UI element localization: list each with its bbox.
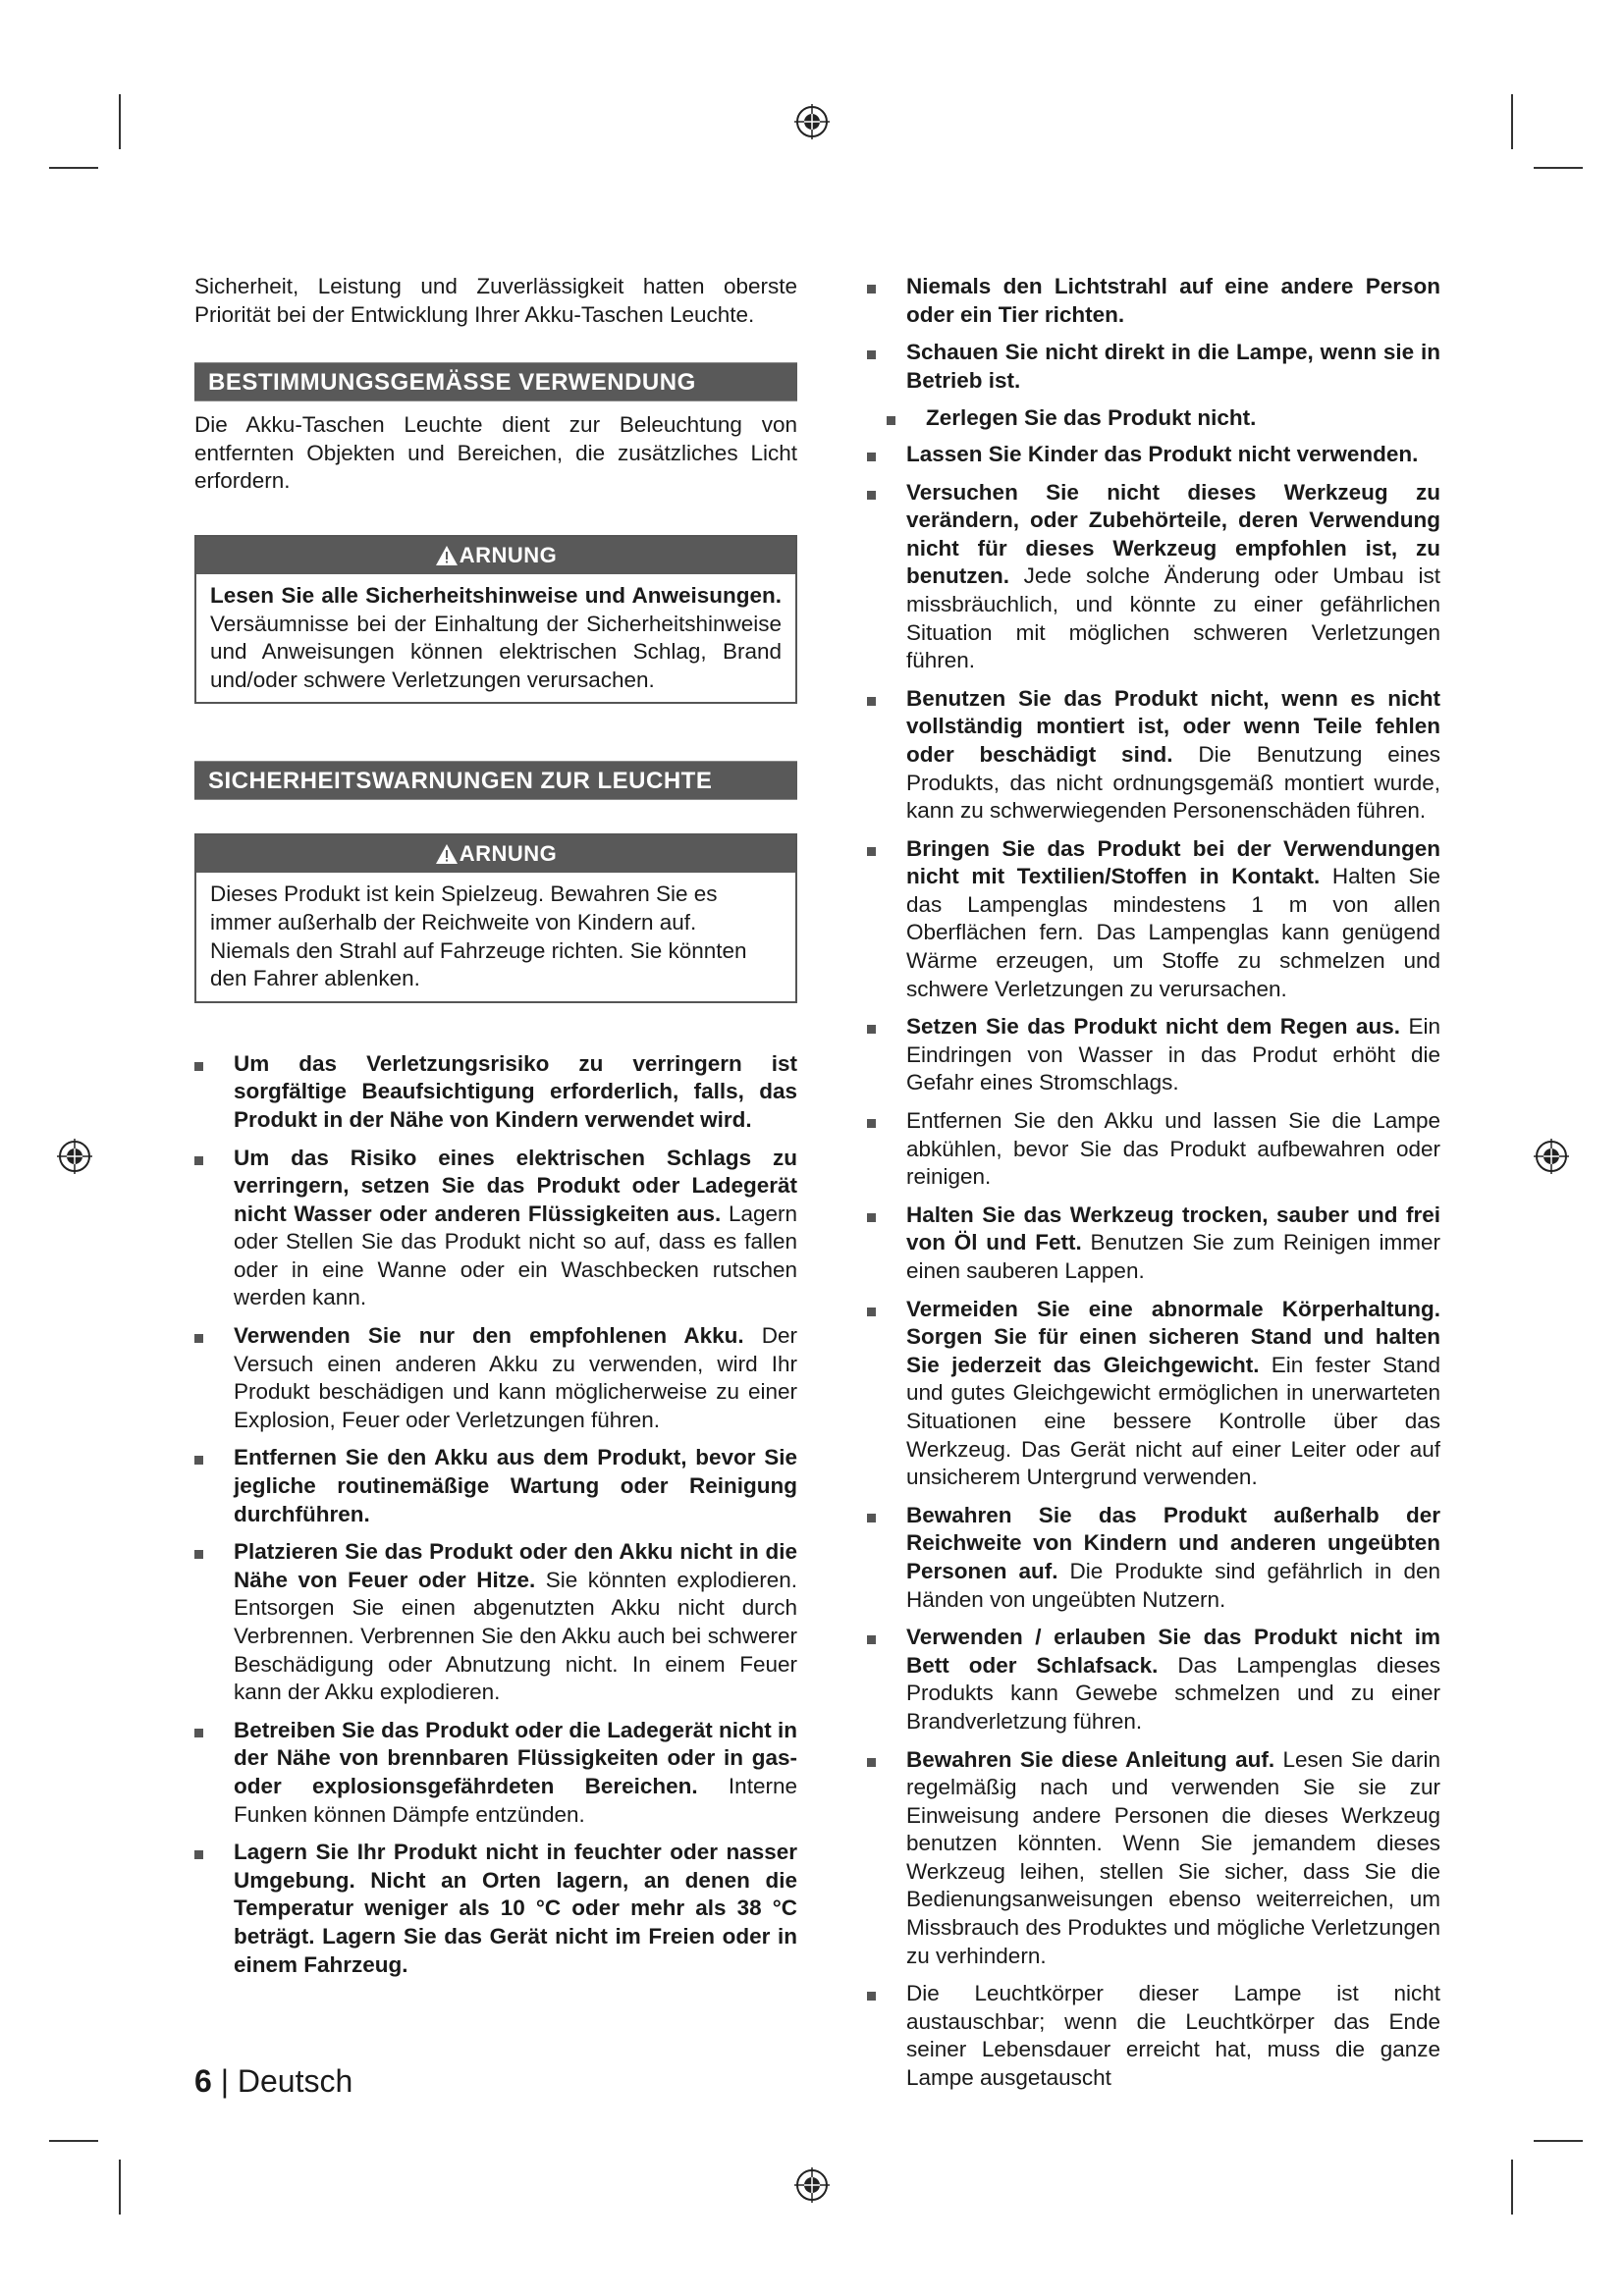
bullet-bold-text: Bringen Sie das Produkt bei der Verwendungen nicht mit Textilien/Stoffen in Kontakt. <box>906 835 1440 889</box>
warning-label: ARNUNG <box>459 542 558 567</box>
bullet-icon <box>867 285 876 294</box>
warning-triangle-icon <box>435 843 459 865</box>
bullet-icon <box>867 1635 876 1644</box>
intended-use-paragraph: Die Akku-Taschen Leuchte dient zur Beleuchtung von entfernten Objekten und Bereichen, die zusätzliches Licht erfordern. <box>194 412 797 494</box>
crop-mark <box>1534 2140 1583 2142</box>
bullet-icon <box>867 453 876 461</box>
bullet-icon <box>867 1992 876 2001</box>
crop-mark <box>1511 2160 1513 2215</box>
list-item <box>194 1050 797 1135</box>
list-item <box>194 1444 797 1528</box>
bullet-icon <box>867 697 876 706</box>
crop-mark <box>49 167 98 169</box>
bullet-icon <box>194 1334 203 1343</box>
list-item <box>867 1746 1440 1971</box>
bullet-text: Lagern oder Stellen Sie das Produkt nicht so auf, dass es fallen oder in eine Wanne oder ein Waschbecken rutschen werden kann. <box>234 1201 798 1310</box>
list-item <box>194 1322 797 1434</box>
bullet-icon <box>867 1308 876 1316</box>
bullet-icon <box>194 1850 203 1859</box>
list-item <box>867 273 1440 329</box>
bullet-text: Ein Eindringen von Wasser in das Produt erhöht die Gefahr eines Stromschlags. <box>906 1014 1440 1095</box>
bullet-text: Ein fester Stand und gutes Gleichgewicht ermöglichen in unerwarteten Situationen eine bessere Kontrolle über das Werkzeug. Das Gerät nicht auf einer Leiter oder auf unsicherem Untergrund verwenden. <box>906 1352 1440 1490</box>
bullet-bold-text: Verwenden / erlauben Sie das Produkt nicht im Bett oder Schlafsack. <box>906 1625 1440 1678</box>
bullet-icon <box>867 350 876 359</box>
list-item <box>867 1201 1440 1286</box>
bullet-text: Entfernen Sie den Akku und lassen Sie die Lampe abkühlen, bevor Sie das Produkt aufbewahren oder reinigen. <box>906 1108 1440 1190</box>
list-item <box>867 685 1440 826</box>
bullet-icon <box>867 847 876 856</box>
footer-language: Deutsch <box>237 2063 353 2099</box>
bullet-icon <box>867 1025 876 1034</box>
crop-mark <box>1511 94 1513 149</box>
section-title-intended-use: BESTIMMUNGSGEMÄSSE VERWENDUNG <box>194 362 797 401</box>
intro-paragraph: Sicherheit, Leistung und Zuverlässigkeit hatten oberste Priorität bei der Entwicklung Ihrer Akku-Taschen Leuchte. <box>194 274 797 327</box>
list-item <box>867 1107 1440 1192</box>
right-column <box>867 273 1440 2093</box>
bullet-text: Das Lampenglas dieses Produkts kann Gewebe schmelzen und zu einer Brandverletzung führen. <box>906 1652 1440 1734</box>
warning-plain-text: Versäumnisse bei der Einhaltung der Sicherheitshinweise und Anweisungen können elektrischen Schlag, Brand und/oder schwere Verletzungen verursachen. <box>210 611 782 692</box>
bullet-bold-text: Setzen Sie das Produkt nicht dem Regen aus. <box>906 1014 1401 1040</box>
bullet-icon <box>887 416 895 425</box>
list-item <box>194 1839 797 1979</box>
right-bullet-list <box>867 273 1440 2093</box>
bullet-text: Der Versuch einen anderen Akku zu verwenden, wird Ihr Produkt beschädigen und kann möglicherweise zu einer Explosion, Feuer oder Verletzungen führen. <box>234 1323 797 1432</box>
list-item <box>867 1013 1440 1097</box>
bullet-bold-text: Versuchen Sie nicht dieses Werkzeug zu verändern, oder Zubehörteile, deren Verwendung nicht für dieses Werkzeug empfohlen ist, zu benutzen. <box>906 479 1440 589</box>
list-item <box>867 441 1440 469</box>
list-item <box>867 835 1440 1004</box>
list-item <box>867 1296 1440 1492</box>
bullet-bold-text: Um das Verletzungsrisiko zu verringern ist sorgfältige Beaufsichtigung erforderlich, falls, das Produkt in der Nähe von Kindern verwendet wird. <box>234 1050 797 1132</box>
bullet-bold-text: Lassen Sie Kinder das Produkt nicht verwenden. <box>906 441 1419 466</box>
list-item <box>867 1502 1440 1614</box>
warning-header <box>196 537 795 574</box>
bullet-text: Die Produkte sind gefährlich in den Händen von ungeübten Nutzern. <box>906 1558 1440 1612</box>
bullet-text: Benutzen Sie zum Reinigen immer einen sauberen Lappen. <box>906 1230 1441 1283</box>
registration-mark-icon <box>55 1137 94 1176</box>
warning-text: Dieses Produkt ist kein Spielzeug. Bewahren Sie es immer außerhalb der Reichweite von Kindern auf. Niemals den Strahl auf Fahrzeuge richten. Sie könnten den Fahrer ablenken. <box>210 881 747 991</box>
bullet-bold-text: Bewahren Sie diese Anleitung auf. <box>906 1746 1275 1772</box>
bullet-icon <box>194 1456 203 1465</box>
bullet-bold-text: Benutzen Sie das Produkt nicht, wenn es nicht vollständig montiert ist, oder wenn Teile fehlen oder beschädigt sind. <box>906 685 1440 767</box>
warning-box-2 <box>194 833 797 1002</box>
warning-triangle-icon <box>435 545 459 566</box>
bullet-bold-text: Betreiben Sie das Produkt oder die Ladegerät nicht in der Nähe von brennbaren Flüssigkeiten oder in gas- oder explosionsgefährdeten Bereichen. <box>234 1717 797 1798</box>
bullet-icon <box>867 1514 876 1522</box>
registration-mark-icon <box>792 102 832 141</box>
list-item <box>867 479 1440 675</box>
bullet-icon <box>867 491 876 500</box>
page-footer <box>194 2061 352 2101</box>
list-item <box>194 1717 797 1829</box>
warning-text <box>196 574 795 702</box>
registration-mark-icon <box>792 2165 832 2205</box>
bullet-bold-text: Halten Sie das Werkzeug trocken, sauber und frei von Öl und Fett. <box>906 1201 1440 1255</box>
bullet-bold-text: Niemals den Lichtstrahl auf eine andere Person oder ein Tier richten. <box>906 274 1440 327</box>
crop-mark <box>119 2160 121 2215</box>
list-item <box>194 1145 797 1313</box>
list-item <box>194 1538 797 1707</box>
bullet-bold-text: Verwenden Sie nur den empfohlenen Akku. <box>234 1323 744 1349</box>
footer-separator: | <box>211 2063 238 2099</box>
bullet-text: Lesen Sie darin regelmäßig nach und verwenden Sie sie zur Einweisung andere Personen die dieses Werkzeug benutzen könnten. Wenn Sie jemandem dieses Werkzeug leihen, stellen Sie sicher, dass Sie die Bedienungsanweisungen ebenso weiterreichen, um Missbrauch des Produktes und mögliche Verletzungen zu verhindern. <box>906 1746 1441 1968</box>
bullet-icon <box>194 1062 203 1071</box>
bullet-bold-text: Um das Risiko eines elektrischen Schlags zu verringern, setzen Sie das Produkt oder Ladegerät nicht Wasser oder anderen Flüssigkeiten aus. <box>234 1145 797 1226</box>
section-title-safety-warnings: SICHERHEITSWARNUNGEN ZUR LEUCHTE <box>194 761 797 800</box>
list-item <box>867 339 1440 395</box>
bullet-text: Sie könnten explodieren. Entsorgen Sie einen abgenutzten Akku nicht durch Verbrennen. Verbrennen Sie den Akku auch bei schwerer Beschädigung oder Abnutzung nicht. In einem Feuer kann der Akku explodieren. <box>234 1567 798 1705</box>
bullet-bold-text: Bewahren Sie das Produkt außerhalb der Reichweite von Kindern und anderen ungeübten Personen auf. <box>906 1502 1440 1583</box>
bullet-text: Die Leuchtkörper dieser Lampe ist nicht austauschbar; wenn die Leuchtkörper das Ende seiner Lebensdauer erreicht hat, muss die ganze Lampe ausgetauscht <box>906 1981 1440 2091</box>
list-item <box>867 1980 1440 2092</box>
crop-mark <box>49 2140 98 2142</box>
bullet-bold-text: Vermeiden Sie eine abnormale Körperhaltung. Sorgen Sie für einen sicheren Stand und halten Sie jederzeit das Gleichgewicht. <box>906 1296 1440 1377</box>
bullet-icon <box>194 1729 203 1737</box>
bullet-text: Jede solche Änderung oder Umbau ist missbräuchlich, und könnte zu einer gefährlichen Situation mit möglichen schweren Verletzungen führen. <box>906 563 1440 673</box>
bullet-text: Die Benutzung eines Produkts, das nicht ordnungsgemäß montiert wurde, kann zu schwerwiegenden Personenschäden führen. <box>906 741 1440 824</box>
warning-label: ARNUNG <box>459 841 558 867</box>
bullet-bold-text: Lagern Sie Ihr Produkt nicht in feuchter oder nasser Umgebung. Nicht an Orten lagern, an denen die Temperatur weniger als 10 °C oder mehr als 38 °C beträgt. Lagern Sie das Gerät nicht im Freien oder in einem Fahrzeug. <box>234 1840 797 1977</box>
bullet-bold-text: Schauen Sie nicht direkt in die Lampe, wenn sie in Betrieb ist. <box>906 340 1440 393</box>
crop-mark <box>1534 167 1583 169</box>
bullet-bold-text: Entfernen Sie den Akku aus dem Produkt, bevor Sie jegliche routinemäßige Wartung oder Reinigung durchführen. <box>234 1445 797 1526</box>
bullet-icon <box>867 1213 876 1222</box>
bullet-bold-text: Zerlegen Sie das Produkt nicht. <box>926 405 1257 431</box>
bullet-icon <box>194 1550 203 1559</box>
bullet-text: Halten Sie das Lampenglas mindestens 1 m von allen Oberflächen fern. Das Lampenglas kann genügend Wärme erzeugen, um Stoffe zu schmelzen und schwere Verletzungen zu verursachen. <box>906 864 1440 1001</box>
bullet-bold-text: Platzieren Sie das Produkt oder den Akku nicht in die Nähe von Feuer oder Hitze. <box>234 1539 797 1592</box>
bullet-text: Interne Funken können Dämpfe entzünden. <box>234 1773 797 1827</box>
warning-bold-text: Lesen Sie alle Sicherheitshinweise und Anweisungen. <box>210 582 782 608</box>
bullet-icon <box>194 1156 203 1165</box>
left-column <box>194 273 797 1979</box>
warning-header <box>196 835 795 873</box>
registration-mark-icon <box>1532 1137 1571 1176</box>
bullet-icon <box>867 1758 876 1767</box>
warning-box-1 <box>194 535 797 704</box>
left-bullet-list <box>194 1050 797 1979</box>
list-item <box>867 1624 1440 1735</box>
page-number: 6 <box>194 2063 212 2099</box>
crop-mark <box>119 94 121 149</box>
bullet-icon <box>867 1119 876 1128</box>
list-item <box>867 404 1440 433</box>
